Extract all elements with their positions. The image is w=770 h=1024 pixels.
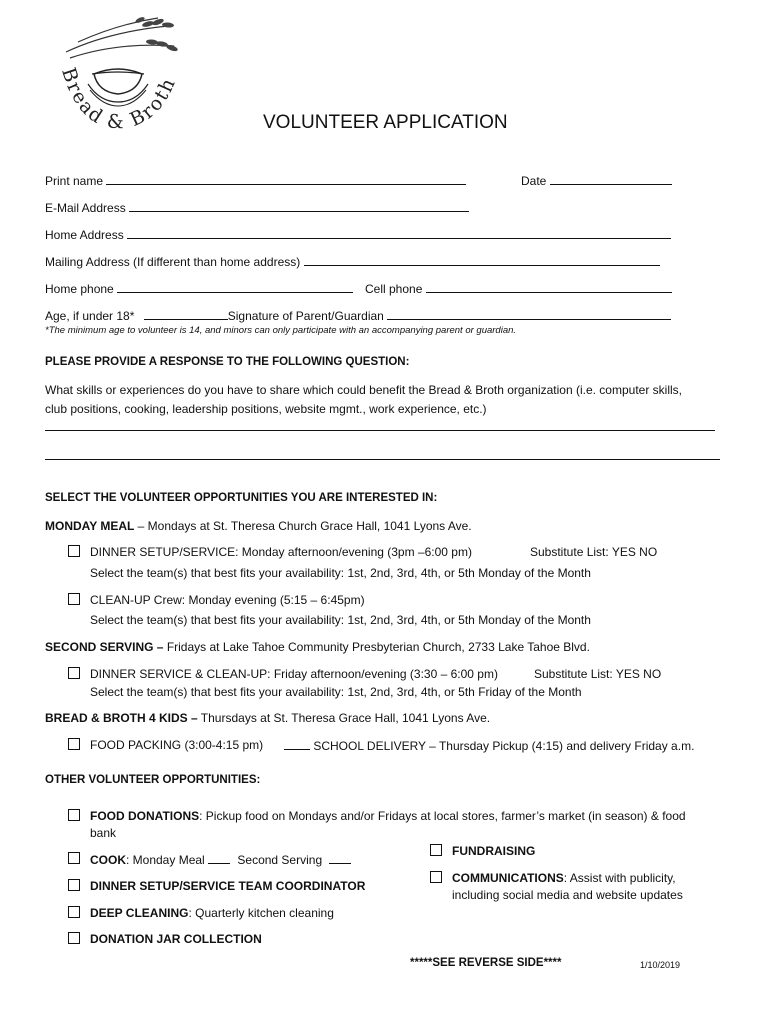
food-donations-text — [90, 809, 686, 823]
monday-cleanup-label: CLEAN-UP Crew: Monday evening (5:15 – 6:45pm) — [90, 593, 365, 607]
coordinator-checkbox[interactable] — [68, 879, 80, 891]
monday-dinner-checkbox[interactable] — [68, 545, 80, 557]
home-address-label: Home Address — [45, 228, 124, 242]
kids-label: BREAD & BROTH 4 KIDS – — [45, 711, 198, 725]
monday-team-select-1[interactable]: Select the team(s) that best fits your availability: 1st, 2nd, 3rd, 4th, or 5th Monday of the Month — [90, 566, 591, 580]
kids-desc: Thursdays at St. Theresa Grace Hall, 1041 Lyons Ave. — [197, 711, 491, 725]
home-phone-line[interactable] — [117, 281, 353, 293]
cook-second-label: Second Serving — [237, 853, 323, 867]
monday-dinner-label: DINNER SETUP/SERVICE: Monday afternoon/evening (3pm –6:00 pm) — [90, 545, 472, 559]
food-donations-desc: : Pickup food on Mondays and/or Fridays at local stores, farmer’s market (in season) & food — [199, 809, 686, 823]
cook-text — [90, 852, 351, 867]
communications-label: COMMUNICATIONS — [452, 871, 564, 885]
donation-jar-checkbox[interactable] — [68, 932, 80, 944]
second-serving-desc: Fridays at Lake Tahoe Community Presbyterian Church, 2733 Lake Tahoe Blvd. — [163, 640, 590, 654]
fundraising-checkbox[interactable] — [430, 844, 442, 856]
deep-cleaning-label: DEEP CLEANING — [90, 906, 189, 920]
deep-cleaning-desc: : Quarterly kitchen cleaning — [188, 906, 334, 920]
age-label: Age, if under 18* — [45, 309, 135, 323]
print-name-label: Print name — [45, 174, 104, 188]
monday-cleanup-checkbox[interactable] — [68, 593, 80, 605]
monday-team-select-2[interactable]: Select the team(s) that best fits your availability: 1st, 2nd, 3rd, 4th, or 5th Monday of the Month — [90, 613, 591, 627]
monday-meal-label: MONDAY MEAL — [45, 519, 135, 533]
home-address-field[interactable] — [45, 227, 671, 242]
answer-line-1[interactable] — [45, 430, 715, 431]
question-text-1: What skills or experiences do you have to share which could benefit the Bread & Broth organization (i.e. computer skills, — [45, 383, 682, 397]
email-label: E-Mail Address — [45, 201, 126, 215]
answer-line-2[interactable] — [45, 459, 720, 460]
food-donations-desc-2: bank — [90, 826, 117, 840]
print-name-field[interactable] — [45, 173, 466, 188]
cell-phone-line[interactable] — [426, 281, 672, 293]
mailing-address-field[interactable] — [45, 254, 660, 269]
deep-cleaning-checkbox[interactable] — [68, 906, 80, 918]
date-line[interactable] — [550, 173, 672, 185]
kids-heading — [45, 711, 490, 725]
date-field[interactable] — [521, 173, 672, 188]
communications-desc: : Assist with publicity, — [563, 871, 676, 885]
second-serving-heading — [45, 640, 590, 654]
second-dinner-label: DINNER SERVICE & CLEAN-UP: Friday afternoon/evening (3:30 – 6:00 pm) — [90, 667, 498, 681]
home-address-line[interactable] — [127, 227, 671, 239]
age-note: *The minimum age to volunteer is 14, and minors can only participate with an accompanying parent or guardian. — [45, 325, 517, 336]
mailing-address-label: Mailing Address (If different than home address) — [45, 255, 301, 269]
page-title: VOLUNTEER APPLICATION — [263, 112, 508, 133]
question-heading: PLEASE PROVIDE A RESPONSE TO THE FOLLOWING QUESTION: — [45, 356, 410, 368]
cook-monday-line[interactable] — [208, 852, 230, 864]
home-phone-field[interactable] — [45, 281, 353, 296]
signature-label: Signature of Parent/Guardian — [227, 309, 384, 323]
school-delivery-field[interactable] — [284, 738, 694, 753]
monday-meal-desc: – Mondays at St. Theresa Church Grace Hall, 1041 Lyons Ave. — [134, 519, 472, 533]
donation-jar-label: DONATION JAR COLLECTION — [90, 932, 262, 946]
communications-text — [452, 871, 676, 885]
food-packing-label: FOOD PACKING (3:00-4:15 pm) — [90, 738, 264, 752]
logo-text: Bread & Broth — [57, 64, 181, 130]
opportunities-heading: SELECT THE VOLUNTEER OPPORTUNITIES YOU ARE INTERESTED IN: — [45, 492, 438, 504]
form-date: 1/10/2019 — [640, 960, 681, 970]
food-donations-checkbox[interactable] — [68, 809, 80, 821]
signature-line[interactable] — [387, 308, 671, 320]
cell-phone-field[interactable] — [365, 281, 672, 296]
age-line[interactable] — [144, 308, 228, 320]
age-signature-field[interactable] — [45, 308, 671, 323]
food-packing-checkbox[interactable] — [68, 738, 80, 750]
coordinator-label: DINNER SETUP/SERVICE TEAM COORDINATOR — [90, 879, 366, 893]
email-field[interactable] — [45, 200, 469, 215]
communications-desc-2: including social media and website updates — [452, 888, 683, 902]
question-text-2: club positions, cooking, leadership positions, website mgmt., work experience, etc.) — [45, 402, 487, 416]
cook-label: COOK — [90, 853, 126, 867]
monday-meal-heading — [45, 519, 472, 533]
food-donations-label: FOOD DONATIONS — [90, 809, 200, 823]
home-phone-label: Home phone — [45, 282, 114, 296]
cook-checkbox[interactable] — [68, 852, 80, 864]
other-heading: OTHER VOLUNTEER OPPORTUNITIES: — [45, 774, 261, 786]
bread-and-broth-logo — [48, 12, 188, 130]
print-name-line[interactable] — [106, 173, 466, 185]
second-serving-label: SECOND SERVING – — [45, 640, 164, 654]
svg-text:Bread & Broth — [57, 65, 180, 130]
second-dinner-checkbox[interactable] — [68, 667, 80, 679]
see-reverse-side: *****SEE REVERSE SIDE**** — [410, 957, 562, 969]
school-delivery-label: SCHOOL DELIVERY – Thursday Pickup (4:15) and delivery Friday a.m. — [313, 739, 695, 753]
email-line[interactable] — [129, 200, 469, 212]
cell-phone-label: Cell phone — [365, 282, 423, 296]
school-delivery-line[interactable] — [284, 738, 310, 750]
fundraising-label: FUNDRAISING — [452, 844, 536, 858]
mailing-address-line[interactable] — [304, 254, 660, 266]
deep-cleaning-text — [90, 906, 334, 920]
monday-substitute-list[interactable]: Substitute List: YES NO — [530, 545, 658, 559]
communications-checkbox[interactable] — [430, 871, 442, 883]
second-substitute-list[interactable]: Substitute List: YES NO — [534, 667, 662, 681]
second-team-select[interactable]: Select the team(s) that best fits your availability: 1st, 2nd, 3rd, 4th, or 5th Friday of the Month — [90, 685, 582, 699]
cook-second-line[interactable] — [329, 852, 351, 864]
date-label: Date — [521, 174, 547, 188]
cook-monday-label: : Monday Meal — [126, 853, 205, 867]
